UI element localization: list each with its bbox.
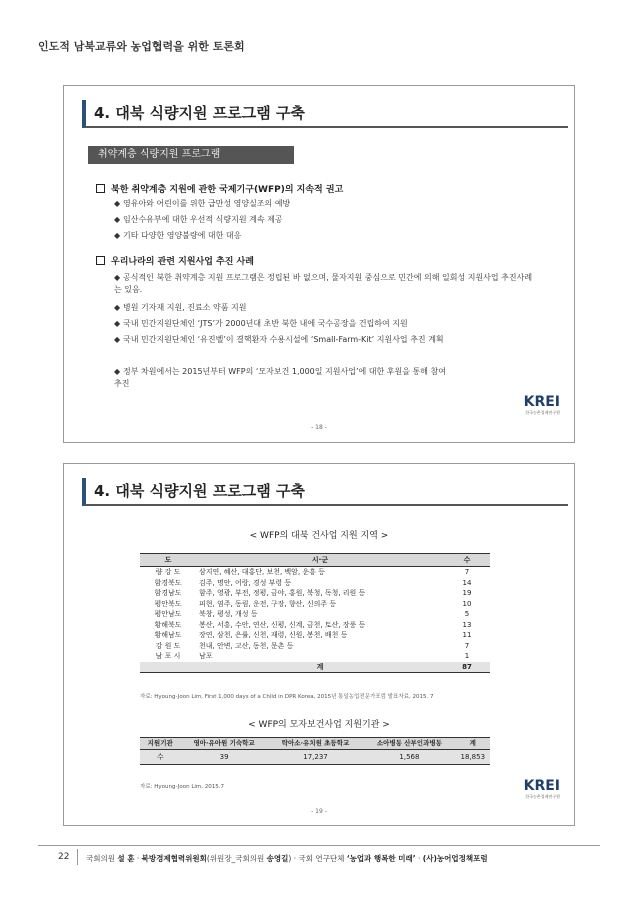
table-cell: 평안북도: [154, 599, 182, 608]
table-row: [140, 599, 490, 610]
table-cell: 5: [464, 610, 470, 618]
diamond-bullet-icon: ◆: [114, 215, 121, 224]
footer-page-number: 22: [58, 852, 70, 862]
table-cell: 평안남도: [154, 610, 182, 618]
footer-text: 국회의원 설 훈 · 북방경제협력위원회(위원장_국회의원 송영길) · 국회 연구단체 ‘농업과 행복한 미래’ · (사)농어업정책포럼: [86, 854, 488, 863]
diamond-bullet-icon: ◆: [114, 335, 121, 344]
table-cell: 1,568: [363, 750, 455, 765]
table-source: 자료: Hyoung-Joon Lim, 2015.7: [140, 784, 225, 790]
table-total-row: [140, 662, 490, 673]
table-cell: 김주, 명안, 어랑, 경성 부령 등: [199, 578, 292, 587]
table-cell: [140, 662, 196, 673]
slide-title: 4. 대북 식량지원 프로그램 구축: [82, 478, 568, 506]
table-row: [140, 750, 490, 765]
table-cell: 10: [462, 599, 472, 608]
table-cell: 14: [462, 578, 472, 587]
slide-18: [63, 85, 575, 443]
table-cell: 삼지연, 혜산, 대홍단, 보천, 백암, 운흥 등: [199, 568, 325, 576]
slide-19: [63, 463, 575, 826]
wfp-region-table: [140, 553, 490, 673]
wfp-institution-table: [140, 737, 490, 765]
table-cell: 남포: [199, 652, 213, 660]
table-cell: 황해남도: [154, 631, 182, 639]
table-cell: 남 포 시: [155, 652, 181, 660]
table-cell: 7: [464, 641, 470, 650]
table-cell: 함주, 영광, 부전, 정평, 금야, 홍원, 북청, 독청, 리원 등: [199, 589, 366, 597]
krei-logo: KREI 한국농촌경제연구원: [523, 394, 560, 415]
column-header: 지원기관: [140, 738, 180, 750]
table-cell: 87: [444, 662, 490, 673]
table-cell: 계: [196, 662, 444, 673]
footer-divider: [38, 845, 600, 846]
table-cell: 피현, 염주, 동림, 운전, 구장, 향산, 신의주 등: [199, 599, 337, 608]
table-source: 자료: Hyoung-Joon Lim, First 1,000 days of a Child in DPR Korea, 2015년 통일농업전문가포럼 발표자료, 2015. 7: [140, 694, 434, 700]
table-cell: 북창, 평성, 개성 등: [199, 610, 258, 618]
table-cell: 19: [462, 589, 472, 597]
diamond-bullet-icon: ◆: [114, 199, 121, 208]
table-cell: 13: [462, 620, 472, 629]
list-item: ◆ 병원 기자재 지원, 진료소 약품 지원: [114, 303, 247, 312]
list-item: ◆ 기타 다양한 영양불량에 대한 대응: [114, 231, 242, 240]
list-item: ◆ 국내 민간지원단체인 ‘유진벨’이 결핵환자 수용시설에 ‘Small-Farm-Kit’ 지원사업 추진 계획: [114, 335, 444, 344]
checkbox-square-icon: [96, 256, 105, 265]
table-row: [140, 641, 490, 652]
slide-page-number: - 18 -: [311, 424, 327, 431]
table-row: [140, 567, 490, 578]
table-cell: 17,237: [268, 750, 364, 765]
list-item: ◆ 영유아와 어린이를 위한 급만성 영양실조의 예방: [114, 199, 291, 208]
checkbox-square-icon: [96, 184, 105, 193]
table-row: [140, 578, 490, 589]
column-header: 소아병동 산부인과병동: [363, 738, 455, 750]
table-cell: 18,853: [456, 750, 490, 765]
column-header: 도: [140, 554, 196, 567]
slide-title: 4. 대북 식량지원 프로그램 구축: [82, 100, 568, 128]
list-item: ◆ 국내 민간지원단체인 ‘JTS’가 2000년대 초반 북한 내에 국수공장을 건립하여 지원: [114, 319, 408, 328]
list-item: ◆ 임산수유부에 대한 우선적 식량지원 계속 제공: [114, 215, 283, 224]
slide-page-number: - 19 -: [311, 808, 327, 815]
table-caption: < WFP의 모자보건사업 지원기관 >: [248, 720, 390, 730]
krei-logo: KREI 한국농촌경제연구원: [523, 778, 560, 799]
section-banner: 취약계층 식량지원 프로그램: [88, 146, 294, 164]
table-cell: 봉산, 서흥, 수안, 연산, 신평, 신계, 금천, 토산, 장풍 등: [199, 620, 366, 629]
list-item: ◆ 공식적인 북한 취약계층 지원 프로그램은 정립된 바 없으며, 물자지원 중심으로 민간에 의해 일회성 지원사업 추진사례는 있음.: [114, 273, 533, 294]
table-cell: 수: [140, 750, 180, 765]
column-header: 수: [444, 554, 490, 567]
table-cell: 천내, 안변, 고산, 동천, 문촌 등: [199, 641, 294, 650]
table-header-row: [140, 738, 490, 750]
table-row: [140, 651, 490, 662]
diamond-bullet-icon: ◆: [114, 273, 121, 282]
table-cell: 함경남도: [154, 589, 182, 597]
table-cell: 1: [464, 652, 470, 660]
diamond-bullet-icon: ◆: [114, 367, 121, 376]
heading-korea-cases: 우리나라의 관련 지원사업 추진 사례: [96, 254, 254, 267]
list-item: ◆ 정부 차원에서는 2015년부터 WFP의 ‘모자보건 1,000일 지원사업’에 대한 후원을 통해 참여 추진: [114, 367, 446, 388]
column-header: 영아·유아원 기숙학교: [180, 738, 267, 750]
table-cell: 11: [462, 631, 472, 639]
footer-separator: [77, 849, 78, 865]
table-row: [140, 630, 490, 641]
table-cell: 량 강 도: [155, 568, 181, 576]
table-cell: 함경북도: [154, 578, 182, 587]
table-caption: < WFP의 대북 건사업 지원 지역 >: [249, 531, 389, 541]
heading-wfp-recommendation: 북한 취약계층 지원에 관한 국제기구(WFP)의 지속적 권고: [96, 182, 343, 195]
table-cell: 강 원 도: [155, 641, 181, 650]
column-header: 탁아소·유치원 초등학교: [268, 738, 364, 750]
diamond-bullet-icon: ◆: [114, 231, 121, 240]
table-row: [140, 620, 490, 631]
diamond-bullet-icon: ◆: [114, 319, 121, 328]
table-row: [140, 588, 490, 599]
table-header-row: [140, 554, 490, 567]
table-cell: 7: [464, 568, 470, 576]
document-header-title: 인도적 남북교류와 농업협력을 위한 토론회: [38, 40, 245, 53]
column-header: 계: [456, 738, 490, 750]
table-cell: 장연, 삼천, 은률, 신천, 재령, 신원, 봉천, 배천 등: [199, 631, 348, 639]
diamond-bullet-icon: ◆: [114, 303, 121, 312]
table-cell: 황해북도: [154, 620, 182, 629]
table-row: [140, 609, 490, 620]
table-cell: 39: [180, 750, 267, 765]
column-header: 시·군: [196, 554, 444, 567]
